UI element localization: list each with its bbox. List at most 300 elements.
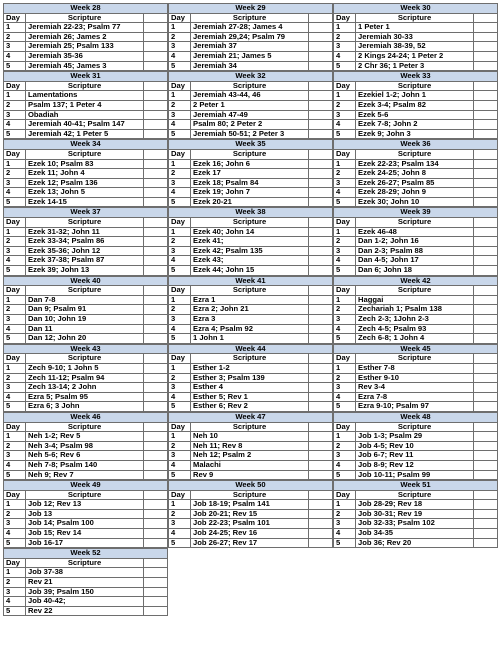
day-row	[4, 470, 168, 480]
scripture-cell: Jeremiah 26; James 2	[26, 32, 144, 42]
check-cell[interactable]	[474, 159, 498, 169]
day-row	[4, 305, 168, 315]
day-number: 5	[4, 538, 26, 548]
check-cell[interactable]	[474, 383, 498, 393]
check-cell[interactable]	[309, 538, 333, 548]
scripture-cell: Zech 4-5; Psalm 93	[356, 324, 474, 334]
scripture-cell: Job 1-3; Psalm 29	[356, 432, 474, 442]
check-cell[interactable]	[144, 197, 168, 207]
check-cell[interactable]	[144, 129, 168, 139]
day-number: 4	[4, 188, 26, 198]
check-cell[interactable]	[309, 178, 333, 188]
check-cell[interactable]	[144, 266, 168, 276]
check-cell[interactable]	[144, 538, 168, 548]
check-cell[interactable]	[474, 129, 498, 139]
day-number: 4	[169, 392, 191, 402]
day-number: 2	[4, 169, 26, 179]
day-row	[334, 42, 498, 52]
week-table	[168, 139, 333, 207]
check-cell[interactable]	[474, 334, 498, 344]
check-cell[interactable]	[144, 227, 168, 237]
scripture-cell: Psalm 80; 2 Peter 2	[191, 120, 309, 130]
check-cell[interactable]	[309, 110, 333, 120]
day-column-header: Day	[169, 286, 191, 296]
check-cell[interactable]	[144, 91, 168, 101]
check-cell[interactable]	[309, 460, 333, 470]
week-title: Week 50	[169, 481, 333, 491]
day-number: 2	[169, 32, 191, 42]
week-table	[168, 344, 333, 412]
day-column-header: Day	[334, 149, 356, 159]
check-cell[interactable]	[144, 334, 168, 344]
check-cell[interactable]	[474, 197, 498, 207]
check-cell[interactable]	[474, 32, 498, 42]
check-cell[interactable]	[474, 120, 498, 130]
day-row	[4, 373, 168, 383]
blank-column-header	[474, 354, 498, 364]
day-row	[4, 100, 168, 110]
check-cell[interactable]	[309, 188, 333, 198]
day-row	[334, 295, 498, 305]
check-cell[interactable]	[309, 363, 333, 373]
check-cell[interactable]	[309, 334, 333, 344]
check-cell[interactable]	[309, 315, 333, 325]
check-cell[interactable]	[309, 432, 333, 442]
blank-column-header	[309, 422, 333, 432]
scripture-cell: Zech 9-10; 1 John 5	[26, 363, 144, 373]
check-cell[interactable]	[474, 110, 498, 120]
day-row	[4, 256, 168, 266]
week-table	[333, 480, 498, 548]
check-cell[interactable]	[144, 324, 168, 334]
day-number: 1	[169, 500, 191, 510]
scripture-cell: Ezek 11; John 4	[26, 169, 144, 179]
week-title: Week 49	[4, 481, 168, 491]
day-row	[4, 178, 168, 188]
day-row	[4, 91, 168, 101]
check-cell[interactable]	[474, 432, 498, 442]
blank-column-header	[144, 149, 168, 159]
check-cell[interactable]	[309, 392, 333, 402]
check-cell[interactable]	[309, 32, 333, 42]
day-row	[334, 315, 498, 325]
day-number: 4	[4, 120, 26, 130]
week-title: Week 51	[334, 481, 498, 491]
day-row	[334, 529, 498, 539]
check-cell[interactable]	[474, 178, 498, 188]
check-cell[interactable]	[144, 42, 168, 52]
day-row	[4, 529, 168, 539]
week-title: Week 29	[169, 4, 333, 14]
scripture-cell: Jeremiah 50-51; 2 Peter 3	[191, 129, 309, 139]
day-column-header: Day	[4, 422, 26, 432]
day-row	[4, 578, 168, 588]
day-row	[169, 256, 333, 266]
check-cell[interactable]	[144, 100, 168, 110]
day-column-header: Day	[169, 149, 191, 159]
week-title: Week 40	[4, 276, 168, 286]
scripture-cell: Ezek 44; John 15	[191, 266, 309, 276]
check-cell[interactable]	[474, 460, 498, 470]
scripture-cell: Ezek 17	[191, 169, 309, 179]
day-column-header: Day	[4, 218, 26, 228]
day-number: 1	[334, 91, 356, 101]
check-cell[interactable]	[474, 91, 498, 101]
day-row	[4, 606, 168, 616]
day-row	[4, 266, 168, 276]
check-cell[interactable]	[309, 509, 333, 519]
check-cell[interactable]	[309, 42, 333, 52]
scripture-cell: Ezra 2; John 21	[191, 305, 309, 315]
check-cell[interactable]	[474, 295, 498, 305]
check-cell[interactable]	[309, 256, 333, 266]
day-number: 2	[4, 305, 26, 315]
check-cell[interactable]	[144, 363, 168, 373]
day-number: 5	[334, 402, 356, 412]
check-cell[interactable]	[309, 305, 333, 315]
day-row	[4, 460, 168, 470]
check-cell[interactable]	[474, 266, 498, 276]
check-cell[interactable]	[474, 188, 498, 198]
check-cell[interactable]	[144, 120, 168, 130]
check-cell[interactable]	[144, 509, 168, 519]
check-cell[interactable]	[474, 402, 498, 412]
check-cell[interactable]	[144, 315, 168, 325]
check-cell[interactable]	[309, 470, 333, 480]
day-row	[169, 169, 333, 179]
check-cell[interactable]	[309, 237, 333, 247]
check-cell[interactable]	[474, 305, 498, 315]
check-cell[interactable]	[144, 159, 168, 169]
check-cell[interactable]	[474, 246, 498, 256]
scripture-cell: Job 16-17	[26, 538, 144, 548]
check-cell[interactable]	[144, 61, 168, 71]
scripture-column-header: Scripture	[26, 354, 144, 364]
scripture-cell: Job 32-33; Psalm 102	[356, 519, 474, 529]
check-cell[interactable]	[474, 324, 498, 334]
check-cell[interactable]	[309, 529, 333, 539]
day-number: 1	[4, 432, 26, 442]
blank-column-header	[474, 13, 498, 23]
week-table	[3, 548, 168, 616]
day-row	[334, 23, 498, 33]
day-number: 3	[334, 246, 356, 256]
check-cell[interactable]	[474, 363, 498, 373]
day-row	[334, 538, 498, 548]
blank-column-header	[309, 81, 333, 91]
day-number: 2	[4, 373, 26, 383]
day-number: 5	[169, 129, 191, 139]
check-cell[interactable]	[144, 529, 168, 539]
day-column-header: Day	[169, 490, 191, 500]
check-cell[interactable]	[144, 470, 168, 480]
scripture-cell: Esther 9-10	[356, 373, 474, 383]
check-cell[interactable]	[474, 509, 498, 519]
day-number: 2	[4, 32, 26, 42]
day-number: 2	[334, 32, 356, 42]
day-row	[334, 324, 498, 334]
day-row	[4, 120, 168, 130]
day-number: 3	[4, 110, 26, 120]
scripture-cell: Esther 4	[191, 383, 309, 393]
scripture-cell: Dan 6; John 18	[356, 266, 474, 276]
check-cell[interactable]	[144, 432, 168, 442]
check-cell[interactable]	[309, 373, 333, 383]
day-number: 4	[334, 460, 356, 470]
day-row	[4, 519, 168, 529]
scripture-cell: Neh 7-8; Psalm 140	[26, 460, 144, 470]
day-number: 5	[4, 334, 26, 344]
check-cell[interactable]	[474, 373, 498, 383]
check-cell[interactable]	[144, 32, 168, 42]
day-row	[334, 110, 498, 120]
day-number: 3	[169, 246, 191, 256]
check-cell[interactable]	[144, 169, 168, 179]
scripture-cell: Neh 12; Psalm 2	[191, 451, 309, 461]
check-cell[interactable]	[309, 159, 333, 169]
week-title: Week 37	[4, 208, 168, 218]
check-cell[interactable]	[474, 61, 498, 71]
day-number: 4	[334, 392, 356, 402]
check-cell[interactable]	[144, 23, 168, 33]
day-row	[169, 538, 333, 548]
day-number: 1	[4, 227, 26, 237]
check-cell[interactable]	[144, 178, 168, 188]
check-cell[interactable]	[144, 246, 168, 256]
day-row	[334, 509, 498, 519]
check-cell[interactable]	[309, 500, 333, 510]
blank-column-header	[144, 558, 168, 568]
day-number: 2	[4, 237, 26, 247]
check-cell[interactable]	[309, 120, 333, 130]
day-row	[334, 246, 498, 256]
check-cell[interactable]	[474, 100, 498, 110]
day-number: 4	[169, 529, 191, 539]
day-row	[169, 315, 333, 325]
day-column-header: Day	[4, 354, 26, 364]
check-cell[interactable]	[144, 587, 168, 597]
day-number: 2	[169, 441, 191, 451]
check-cell[interactable]	[309, 519, 333, 529]
scripture-cell: Malachi	[191, 460, 309, 470]
blank-column-header	[144, 354, 168, 364]
day-number: 5	[169, 402, 191, 412]
check-cell[interactable]	[144, 402, 168, 412]
scripture-cell: Rev 21	[26, 578, 144, 588]
check-cell[interactable]	[144, 237, 168, 247]
week-table	[3, 207, 168, 275]
check-cell[interactable]	[144, 460, 168, 470]
check-cell[interactable]	[474, 237, 498, 247]
check-cell[interactable]	[144, 441, 168, 451]
check-cell[interactable]	[309, 266, 333, 276]
scripture-column-header: Scripture	[191, 490, 309, 500]
day-number: 3	[4, 451, 26, 461]
day-row	[334, 451, 498, 461]
scripture-cell: Esther 1-2	[191, 363, 309, 373]
check-cell[interactable]	[144, 568, 168, 578]
scripture-column-header: Scripture	[191, 286, 309, 296]
day-row	[334, 373, 498, 383]
check-cell[interactable]	[474, 538, 498, 548]
scripture-cell: Ezra 5; Psalm 95	[26, 392, 144, 402]
check-cell[interactable]	[474, 42, 498, 52]
day-row	[169, 460, 333, 470]
scripture-cell: Esther 6; Rev 2	[191, 402, 309, 412]
blank-column-header	[309, 490, 333, 500]
check-cell[interactable]	[309, 51, 333, 61]
check-cell[interactable]	[144, 451, 168, 461]
check-cell[interactable]	[474, 500, 498, 510]
check-cell[interactable]	[144, 305, 168, 315]
check-cell[interactable]	[474, 470, 498, 480]
check-cell[interactable]	[309, 100, 333, 110]
check-cell[interactable]	[309, 324, 333, 334]
check-cell[interactable]	[309, 197, 333, 207]
day-number: 4	[4, 324, 26, 334]
check-cell[interactable]	[309, 451, 333, 461]
day-row	[334, 470, 498, 480]
scripture-cell: Jeremiah 34	[191, 61, 309, 71]
scripture-cell: Dan 11	[26, 324, 144, 334]
check-cell[interactable]	[144, 373, 168, 383]
scripture-column-header: Scripture	[191, 354, 309, 364]
day-row	[4, 451, 168, 461]
day-number: 5	[334, 538, 356, 548]
scripture-cell: 2 Kings 24-24; 1 Peter 2	[356, 51, 474, 61]
scripture-cell: Dan 4-5; John 17	[356, 256, 474, 266]
day-row	[169, 470, 333, 480]
day-number: 1	[169, 363, 191, 373]
day-number: 5	[4, 61, 26, 71]
check-cell[interactable]	[474, 169, 498, 179]
day-number: 4	[334, 51, 356, 61]
check-cell[interactable]	[474, 441, 498, 451]
blank-column-header	[309, 149, 333, 159]
day-number: 5	[4, 470, 26, 480]
scripture-column-header: Scripture	[26, 286, 144, 296]
check-cell[interactable]	[309, 23, 333, 33]
scripture-cell: Ezek 31-32; John 11	[26, 227, 144, 237]
check-cell[interactable]	[144, 500, 168, 510]
check-cell[interactable]	[144, 606, 168, 616]
check-cell[interactable]	[309, 383, 333, 393]
check-cell[interactable]	[474, 451, 498, 461]
check-cell[interactable]	[144, 256, 168, 266]
day-row	[4, 334, 168, 344]
check-cell[interactable]	[474, 23, 498, 33]
blank-column-header	[309, 354, 333, 364]
day-row	[4, 383, 168, 393]
day-row	[169, 61, 333, 71]
day-number: 3	[4, 42, 26, 52]
check-cell[interactable]	[309, 246, 333, 256]
check-cell[interactable]	[309, 441, 333, 451]
check-cell[interactable]	[309, 295, 333, 305]
check-cell[interactable]	[474, 256, 498, 266]
day-row	[169, 392, 333, 402]
check-cell[interactable]	[309, 91, 333, 101]
check-cell[interactable]	[144, 519, 168, 529]
day-number: 1	[169, 295, 191, 305]
day-number: 3	[169, 178, 191, 188]
check-cell[interactable]	[309, 169, 333, 179]
check-cell[interactable]	[309, 61, 333, 71]
week-title: Week 32	[169, 72, 333, 82]
day-number: 2	[4, 578, 26, 588]
scripture-cell: Ezra 1	[191, 295, 309, 305]
check-cell[interactable]	[144, 295, 168, 305]
check-cell[interactable]	[474, 315, 498, 325]
check-cell[interactable]	[144, 392, 168, 402]
day-number: 5	[4, 129, 26, 139]
scripture-cell: Job 40-42;	[26, 597, 144, 607]
scripture-cell: Rev 3-4	[356, 383, 474, 393]
check-cell[interactable]	[144, 51, 168, 61]
check-cell[interactable]	[144, 383, 168, 393]
day-number: 4	[169, 188, 191, 198]
check-cell[interactable]	[144, 597, 168, 607]
day-row	[4, 432, 168, 442]
day-number: 5	[334, 129, 356, 139]
check-cell[interactable]	[309, 129, 333, 139]
check-cell[interactable]	[474, 227, 498, 237]
scripture-cell: Ezek 10; Psalm 83	[26, 159, 144, 169]
scripture-cell: Zech 13-14; 2 John	[26, 383, 144, 393]
blank-column-header	[144, 422, 168, 432]
check-cell[interactable]	[144, 110, 168, 120]
scripture-column-header: Scripture	[356, 13, 474, 23]
check-cell[interactable]	[474, 51, 498, 61]
day-number: 4	[4, 597, 26, 607]
scripture-cell: Job 8-9; Rev 12	[356, 460, 474, 470]
day-row	[4, 500, 168, 510]
week-table	[3, 276, 168, 344]
day-row	[169, 23, 333, 33]
day-row	[334, 51, 498, 61]
scripture-cell: Ezek 12; Psalm 136	[26, 178, 144, 188]
day-number: 1	[334, 295, 356, 305]
scripture-cell: Ezek 33-34; Psalm 86	[26, 237, 144, 247]
day-number: 4	[4, 392, 26, 402]
day-row	[169, 529, 333, 539]
check-cell[interactable]	[144, 188, 168, 198]
check-cell[interactable]	[309, 227, 333, 237]
day-row	[4, 169, 168, 179]
scripture-cell: Job 28-29; Rev 18	[356, 500, 474, 510]
check-cell[interactable]	[474, 519, 498, 529]
blank-column-header	[309, 286, 333, 296]
scripture-column-header: Scripture	[26, 81, 144, 91]
blank-column-header	[474, 149, 498, 159]
check-cell[interactable]	[144, 578, 168, 588]
week-title: Week 31	[4, 72, 168, 82]
day-row	[4, 129, 168, 139]
week-title: Week 38	[169, 208, 333, 218]
scripture-cell: Job 26-27; Rev 17	[191, 538, 309, 548]
scripture-cell: Job 14; Psalm 100	[26, 519, 144, 529]
check-cell[interactable]	[474, 392, 498, 402]
day-number: 3	[334, 383, 356, 393]
day-number: 1	[169, 159, 191, 169]
check-cell[interactable]	[309, 402, 333, 412]
week-table	[168, 207, 333, 275]
scripture-column-header: Scripture	[356, 286, 474, 296]
check-cell[interactable]	[474, 529, 498, 539]
day-number: 5	[4, 402, 26, 412]
day-row	[169, 402, 333, 412]
day-row	[4, 197, 168, 207]
